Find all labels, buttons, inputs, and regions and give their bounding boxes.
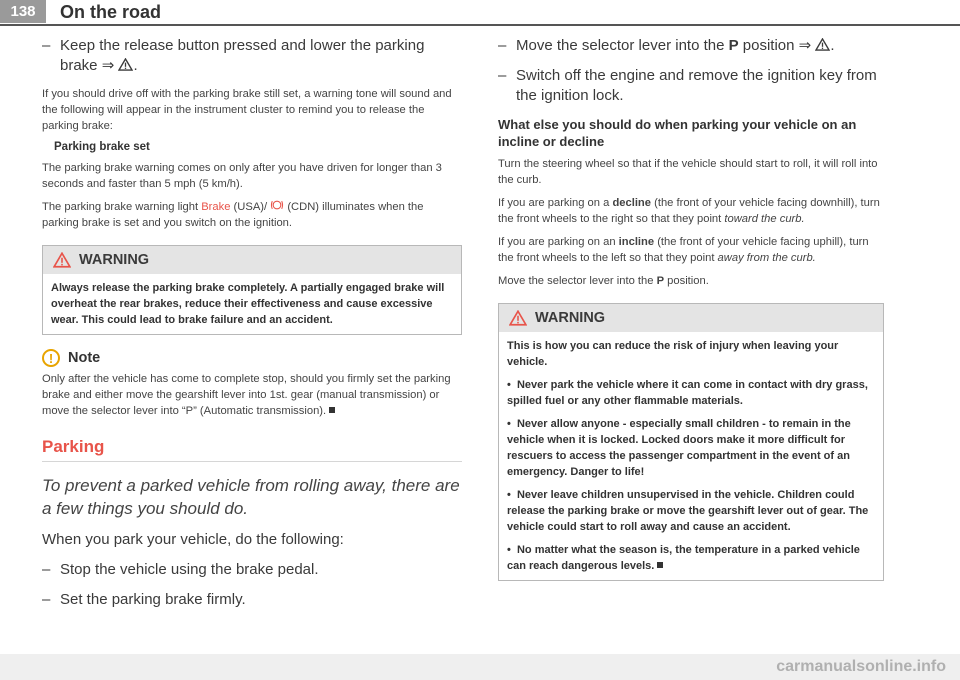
- note-exclamation-icon: !: [42, 349, 60, 367]
- decline-para: If you are parking on a decline (the front of your vehicle facing downhill), turn the front wheels to the right so that they point toward the curb.: [498, 197, 880, 225]
- footer-watermark: carmanualsonline.info: [776, 658, 946, 675]
- parking-step-brake: – Set the parking brake firmly.: [42, 591, 246, 608]
- warning-title: WARNING: [535, 310, 606, 326]
- note-heading: ! Note: [42, 349, 462, 367]
- warning-ref-icon[interactable]: [815, 38, 830, 51]
- warning-box-brake: [42, 245, 462, 335]
- incline-para-1: Turn the steering wheel so that if the vehicle should start to roll, it will roll into the curb.: [498, 158, 878, 186]
- right-column: [498, 36, 884, 595]
- page-number: 138: [0, 0, 46, 23]
- incline-para: If you are parking on an incline (the front of your vehicle facing uphill), turn the front wheels to the left so that they point away from the curb.: [498, 236, 869, 264]
- parking-lead: To prevent a parked vehicle from rolling away, there are a few things you should do.: [42, 476, 460, 518]
- footer-bar: [0, 654, 960, 680]
- parking-step-stop: – Stop the vehicle using the brake pedal.: [42, 561, 319, 578]
- warning-box-leaving: [498, 303, 884, 581]
- warning-ref-icon[interactable]: [118, 58, 133, 71]
- step-release-brake: – Keep the release button pressed and lower the parking brake ⇒ .: [42, 37, 425, 74]
- para-warning-light: The parking brake warning light Brake (USA)/ (CDN) illuminates when the parking brake is set and you switch on the ignition.: [42, 201, 424, 229]
- warning-title: WARNING: [79, 252, 150, 268]
- warning-bullet: • Never park the vehicle where it can come in contact with dry grass, spilled fuel or any other flammable materials.: [507, 379, 868, 407]
- end-square-icon: [657, 562, 663, 568]
- warning-intro: This is how you can reduce the risk of injury when leaving your vehicle.: [507, 340, 839, 368]
- warning-bullet: • Never allow anyone - especially small children - to remain in the vehicle when it is locked. Locked doors make it more difficult for rescuers to access the passenger compartment in the event of an emergency. Danger to life!: [507, 418, 851, 478]
- incline-heading: What else you should do when parking your vehicle on an incline or decline: [498, 117, 857, 149]
- parking-heading: Parking: [42, 437, 462, 462]
- warning-text: Always release the parking brake completely. A partially engaged brake will overheat the rear brakes, reduce their effectiveness and cause excessive wear. This could lead to brake failure and an accident.: [51, 282, 445, 326]
- brake-warning-symbol-icon: [270, 199, 284, 211]
- warning-triangle-icon: [509, 310, 527, 326]
- para-warning-delay: The parking brake warning comes on only after you have driven for longer than 3 seconds and faster than 5 mph (5 km/h).: [42, 162, 442, 190]
- move-selector-para: Move the selector lever into the P position.: [498, 275, 709, 287]
- para-drive-off: If you should drive off with the parking brake still set, a warning tone will sound and the following will appear in the instrument cluster to remind you to release the parking brake:: [42, 88, 452, 132]
- left-column: [42, 36, 462, 620]
- end-square-icon: [329, 407, 335, 413]
- header-rule: [0, 24, 960, 26]
- section-title: On the road: [60, 2, 162, 22]
- warning-triangle-icon: [53, 252, 71, 268]
- brake-usa-label: Brake: [201, 201, 231, 213]
- warning-bullet: • No matter what the season is, the temperature in a parked vehicle can reach dangerous levels.: [507, 544, 860, 572]
- parking-intro: When you park your vehicle, do the following:: [42, 531, 344, 548]
- step-selector-p: – Move the selector lever into the P position ⇒ .: [498, 37, 835, 54]
- parking-brake-set-label: Parking brake set: [54, 141, 150, 153]
- warning-bullet: • Never leave children unsupervised in the vehicle. Children could release the parking brake or move the gearshift lever out of gear. The vehicle could start to roll away and cause an accident.: [507, 489, 869, 533]
- step-switch-off: – Switch off the engine and remove the ignition key from the ignition lock.: [498, 67, 877, 104]
- note-text: Only after the vehicle has come to complete stop, should you firmly set the parking brake and either move the gearshift lever into 1st. gear (manual transmission) or move the selector lever into “P” (Automatic transmission).: [42, 373, 451, 417]
